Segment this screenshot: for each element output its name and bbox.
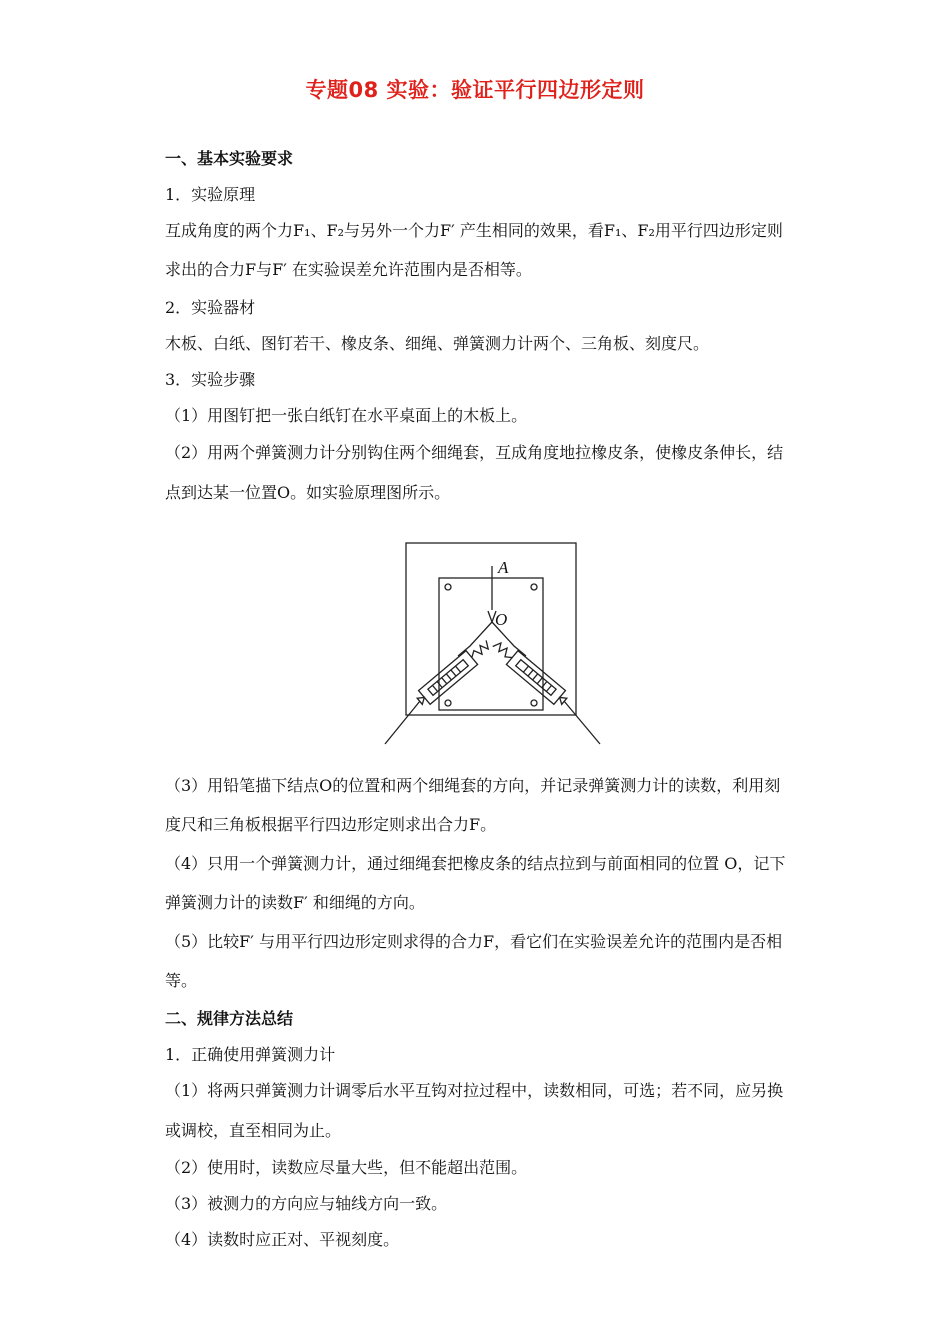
- rule-1-line2: 或调校，直至相同为止。: [165, 1121, 342, 1140]
- step-4-line2: 弹簧测力计的读数F′ 和细绳的方向。: [165, 893, 425, 912]
- principle-paragraph-line2: 求出的合力F与F′ 在实验误差允许范围内是否相等。: [165, 260, 532, 279]
- thumbtack-bottom-right: [531, 700, 537, 706]
- subsection-title-principle: 1．实验原理: [165, 185, 256, 204]
- right-pull-cord: [564, 701, 600, 744]
- step-3-line1: （3）用铅笔描下结点O的位置和两个细绳套的方向，并记录弹簧测力计的读数，利用刻: [165, 776, 781, 795]
- thumbtack-bottom-left: [445, 700, 451, 706]
- label-a: A: [498, 558, 509, 577]
- page-title: 专题08 实验：验证平行四边形定则: [305, 78, 645, 102]
- rule-2: （2）使用时，读数应尽量大些，但不能超出范围。: [165, 1158, 528, 1177]
- rule-1-line1: （1）将两只弹簧测力计调零后水平互钩对拉过程中，读数相同，可选；若不同，应另换: [165, 1081, 784, 1100]
- thumbtack-top-left: [445, 584, 451, 590]
- subsection-title-equipment: 2．实验器材: [165, 298, 256, 317]
- label-o: O: [495, 610, 508, 629]
- section-heading-method-summary: 二、规律方法总结: [165, 1009, 294, 1028]
- step-3-line2: 度尺和三角板根据平行四边形定则求出合力F。: [165, 815, 497, 834]
- step-4-line1: （4）只用一个弹簧测力计，通过细绳套把橡皮条的结点拉到与前面相同的位置 O，记下: [165, 854, 786, 873]
- step-5-line2: 等。: [165, 971, 198, 990]
- subsection-title-spring-scale: 1．正确使用弹簧测力计: [165, 1045, 336, 1064]
- experiment-diagram: [380, 538, 610, 750]
- left-pull-cord: [385, 701, 420, 744]
- rule-4: （4）读数时应正对、平视刻度。: [165, 1230, 400, 1249]
- equipment-paragraph: 木板、白纸、图钉若干、橡皮条、细绳、弹簧测力计两个、三角板、刻度尺。: [165, 334, 710, 353]
- section-heading-basic-requirements: 一、基本实验要求: [165, 149, 294, 168]
- step-5-line1: （5）比较F′ 与用平行四边形定则求得的合力F，看它们在实验误差允许的范围内是否相: [165, 932, 783, 951]
- left-spring-scale: [414, 637, 495, 709]
- thumbtack-top-right: [531, 584, 537, 590]
- principle-paragraph-line1: 互成角度的两个力F₁、F₂与另外一个力F′ 产生相同的效果，看F₁、F₂用平行四边形定则: [165, 221, 783, 240]
- paper-sheet: [439, 578, 543, 710]
- step-2-line1: （2）用两个弹簧测力计分别钩住两个细绳套，互成角度地拉橡皮条，使橡皮条伸长，结: [165, 443, 784, 462]
- outer-board: [406, 543, 576, 715]
- step-1: （1）用图钉把一张白纸钉在水平桌面上的木板上。: [165, 406, 528, 425]
- rule-3: （3）被测力的方向应与轴线方向一致。: [165, 1194, 448, 1213]
- subsection-title-steps: 3．实验步骤: [165, 370, 256, 389]
- step-2-line2: 点到达某一位置O。如实验原理图所示。: [165, 483, 451, 502]
- right-spring-scale: [490, 637, 571, 709]
